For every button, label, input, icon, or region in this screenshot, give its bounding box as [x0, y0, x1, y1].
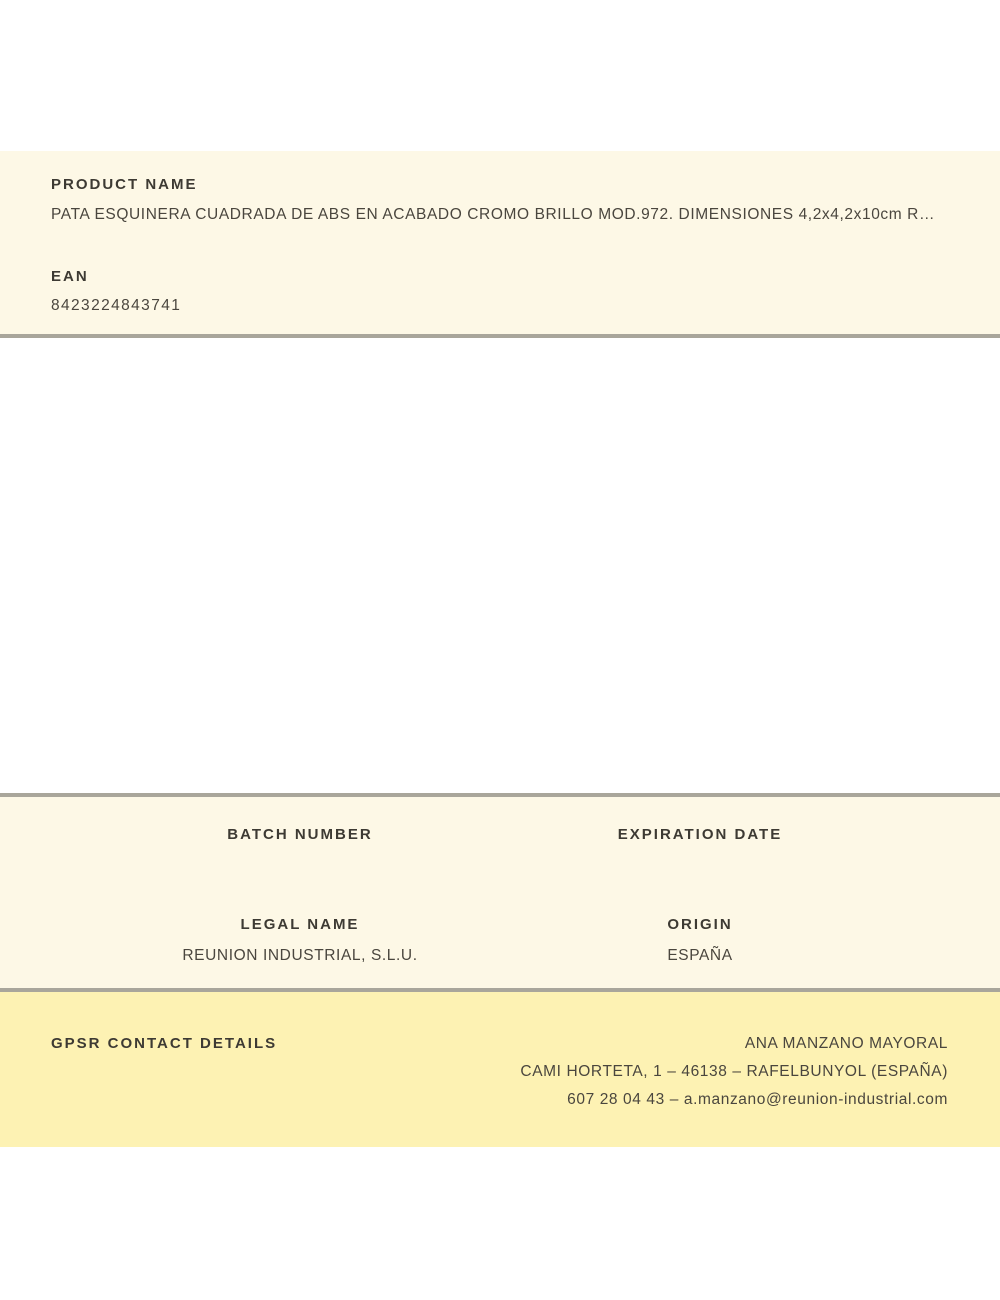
- gpsr-contact-address: CAMI HORTETA, 1 – 46138 – RAFELBUNYOL (ESPAÑA): [520, 1063, 948, 1080]
- batch-number-label: BATCH NUMBER: [227, 826, 373, 843]
- gpsr-contact-section: [0, 992, 1000, 1147]
- ean-label: EAN: [51, 268, 89, 285]
- gpsr-contact-name: ANA MANZANO MAYORAL: [744, 1035, 948, 1052]
- gpsr-contact-phone-email: 607 28 04 43 – a.manzano@reunion-industrial.com: [567, 1091, 948, 1108]
- gpsr-contact-block: [520, 1030, 948, 1114]
- product-name-label: PRODUCT NAME: [51, 176, 198, 193]
- batch-number-cell: [100, 825, 500, 844]
- legal-name-cell: [100, 915, 500, 965]
- origin-label: ORIGIN: [667, 916, 733, 933]
- product-info-section: [0, 151, 1000, 338]
- ean-value: 8423224843741: [51, 297, 182, 314]
- product-name-value: PATA ESQUINERA CUADRADA DE ABS EN ACABADO CROMO BRILLO MOD.972. DIMENSIONES 4,2x4,2x10cm R…: [51, 206, 936, 223]
- legal-origin-row: [100, 915, 900, 965]
- legal-name-value: REUNION INDUSTRIAL, S.L.U.: [182, 947, 418, 964]
- origin-value: ESPAÑA: [667, 947, 733, 964]
- batch-expiration-row: [100, 825, 900, 844]
- expiration-date-label: EXPIRATION DATE: [617, 826, 783, 843]
- origin-cell: [500, 915, 900, 965]
- legal-name-label: LEGAL NAME: [240, 916, 360, 933]
- batch-origin-section: [0, 793, 1000, 992]
- gpsr-contact-heading: GPSR CONTACT DETAILS: [51, 1035, 278, 1052]
- expiration-date-cell: [500, 825, 900, 844]
